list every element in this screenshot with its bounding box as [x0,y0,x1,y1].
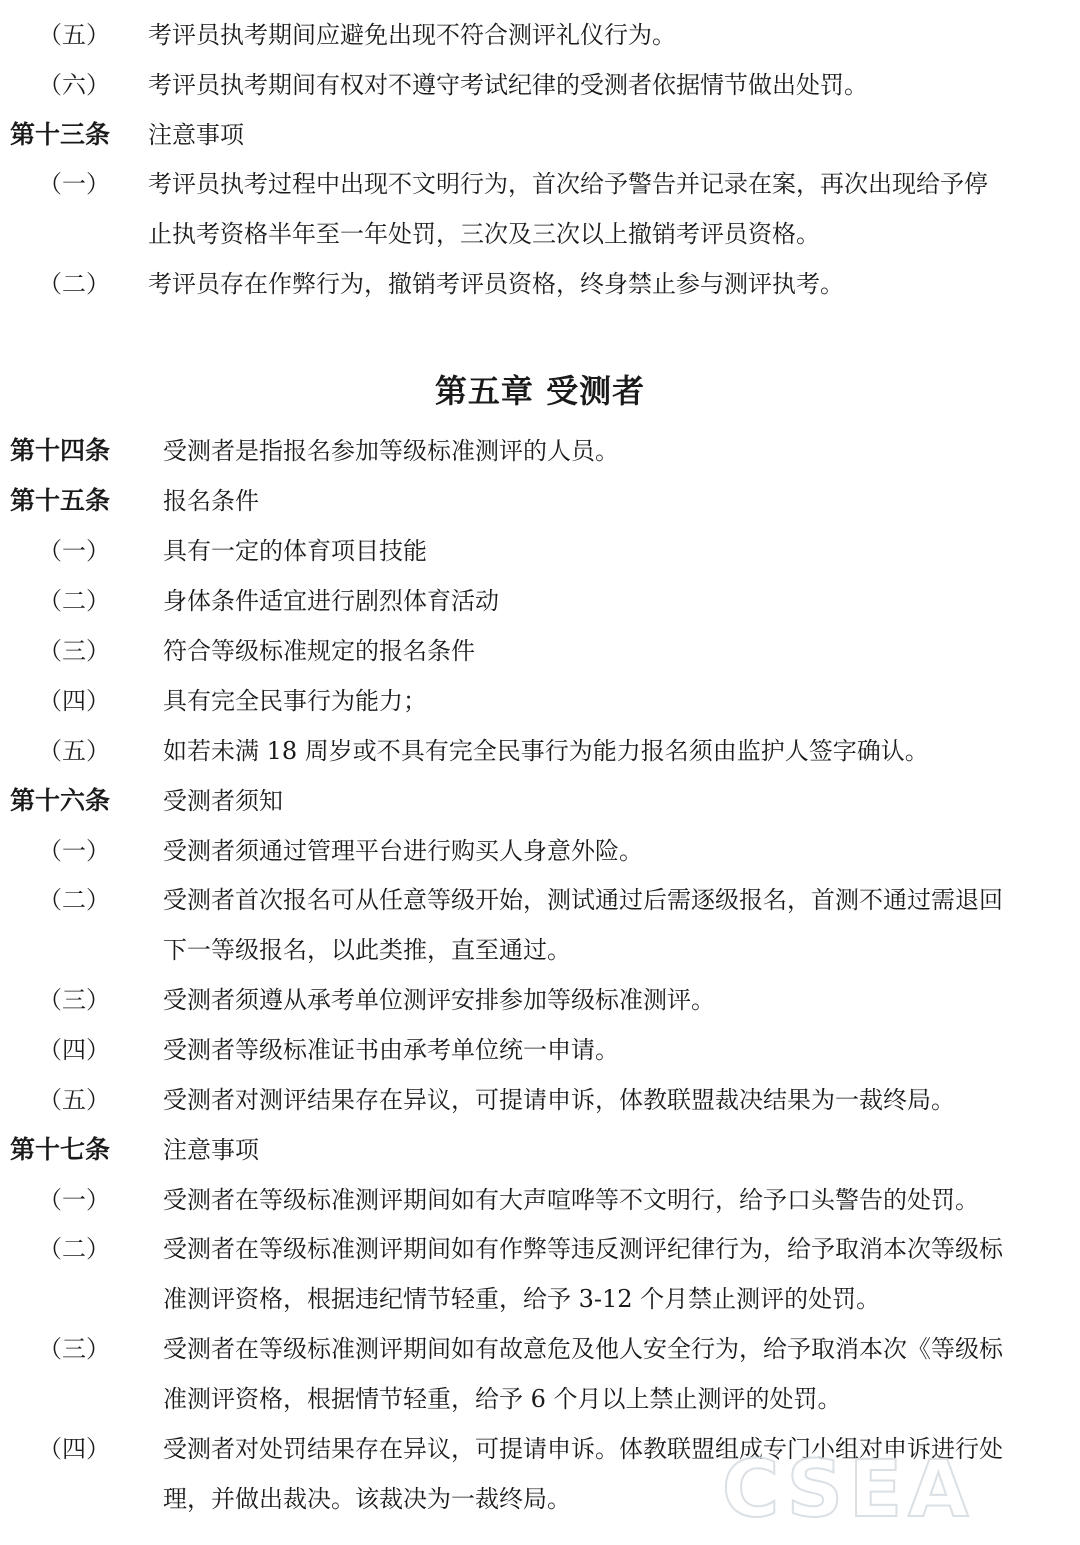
clause-text: 考评员执考期间应避免出现不符合测评礼仪行为。 [148,21,676,49]
article-heading [0,431,1080,471]
clause-text: 受测者须通过管理平台进行购买人身意外险。 [163,837,643,865]
clause-item [0,264,1080,304]
clause-item [0,980,1080,1020]
clause-text: 准测评资格，根据情节轻重，给予 6 个月以上禁止测评的处罚。 [163,1385,842,1413]
clause-text: 受测者在等级标准测评期间如有作弊等违反测评纪律行为，给予取消本次等级标 [163,1235,1003,1263]
article-title: 报名条件 [163,487,259,515]
article-number: 第十七条 [10,1135,111,1164]
article-number: 第十三条 [10,120,111,149]
clause-continuation [0,930,1080,970]
clause-item [0,65,1080,105]
clause-number: （六） [38,71,110,99]
clause-item [0,1180,1080,1220]
article-title: 注意事项 [148,121,244,149]
clause-text: 具有一定的体育项目技能 [163,537,427,565]
article-title: 受测者须知 [163,787,283,815]
article-heading [0,781,1080,821]
clause-text: 考评员执考期间有权对不遵守考试纪律的受测者依据情节做出处罚。 [148,71,868,99]
clause-text: 如若未满 18 周岁或不具有完全民事行为能力报名须由监护人签字确认。 [163,737,929,765]
clause-text: 身体条件适宜进行剧烈体育活动 [163,587,499,615]
clause-text: 准测评资格，根据违纪情节轻重，给予 3-12 个月禁止测评的处罚。 [163,1285,881,1313]
clause-number: （一） [38,170,110,198]
clause-item [0,164,1080,204]
clause-number: （四） [38,1435,110,1463]
clause-text: 受测者在等级标准测评期间如有故意危及他人安全行为，给予取消本次《等级标 [163,1335,1003,1363]
clause-text: 受测者等级标准证书由承考单位统一申请。 [163,1036,619,1064]
clause-number: （一） [38,1186,110,1214]
clause-item [0,731,1080,771]
clause-number: （五） [38,1086,110,1114]
clause-item [0,1080,1080,1120]
article-title: 注意事项 [163,1136,259,1164]
clause-number: （三） [38,637,110,665]
clause-item [0,880,1080,920]
clause-text: 止执考资格半年至一年处罚，三次及三次以上撤销考评员资格。 [148,220,820,248]
clause-text: 受测者首次报名可从任意等级开始，测试通过后需逐级报名，首测不通过需退回 [163,886,1003,914]
clause-number: （三） [38,1335,110,1363]
clause-number: （五） [38,21,110,49]
clause-text: 考评员执考过程中出现不文明行为，首次给予警告并记录在案，再次出现给予停 [148,170,988,198]
clause-text: 受测者须遵从承考单位测评安排参加等级标准测评。 [163,986,715,1014]
clause-number: （二） [38,886,110,914]
clause-number: （一） [38,537,110,565]
clause-text: 理，并做出裁决。该裁决为一裁终局。 [163,1485,571,1513]
clause-item [0,1030,1080,1070]
clause-item [0,1229,1080,1269]
clause-number: （四） [38,1036,110,1064]
clause-item [0,531,1080,571]
clause-number: （二） [38,270,110,298]
clause-continuation [0,214,1080,254]
clause-item [0,15,1080,55]
article-heading [0,1130,1080,1170]
clause-number: （二） [38,587,110,615]
clause-text: 受测者对处罚结果存在异议，可提请申诉。体教联盟组成专门小组对申诉进行处 [163,1435,1003,1463]
clause-item [0,581,1080,621]
article-number: 第十六条 [10,786,111,815]
clause-number: （四） [38,687,110,715]
clause-text: 下一等级报名，以此类推，直至通过。 [163,936,571,964]
clause-number: （五） [38,737,110,765]
article-text: 受测者是指报名参加等级标准测评的人员。 [163,437,619,465]
clause-item [0,1329,1080,1369]
article-heading [0,481,1080,521]
clause-item [0,831,1080,871]
clause-number: （三） [38,986,110,1014]
clause-continuation [0,1279,1080,1319]
clause-number: （二） [38,1235,110,1263]
clause-continuation [0,1379,1080,1419]
clause-text: 符合等级标准规定的报名条件 [163,637,475,665]
article-heading [0,115,1080,155]
clause-text: 考评员存在作弊行为，撤销考评员资格，终身禁止参与测评执考。 [148,270,844,298]
article-number: 第十四条 [10,436,111,465]
clause-number: （一） [38,837,110,865]
clause-item [0,631,1080,671]
clause-item [0,681,1080,721]
article-number: 第十五条 [10,486,111,515]
clause-text: 受测者对测评结果存在异议，可提请申诉，体教联盟裁决结果为一裁终局。 [163,1086,955,1114]
chapter-title: 第五章 受测者 [434,372,646,410]
clause-text: 受测者在等级标准测评期间如有大声喧哗等不文明行，给予口头警告的处罚。 [163,1186,979,1214]
clause-text: 具有完全民事行为能力； [163,687,427,715]
watermark-logo: CSEA [722,1445,975,1535]
